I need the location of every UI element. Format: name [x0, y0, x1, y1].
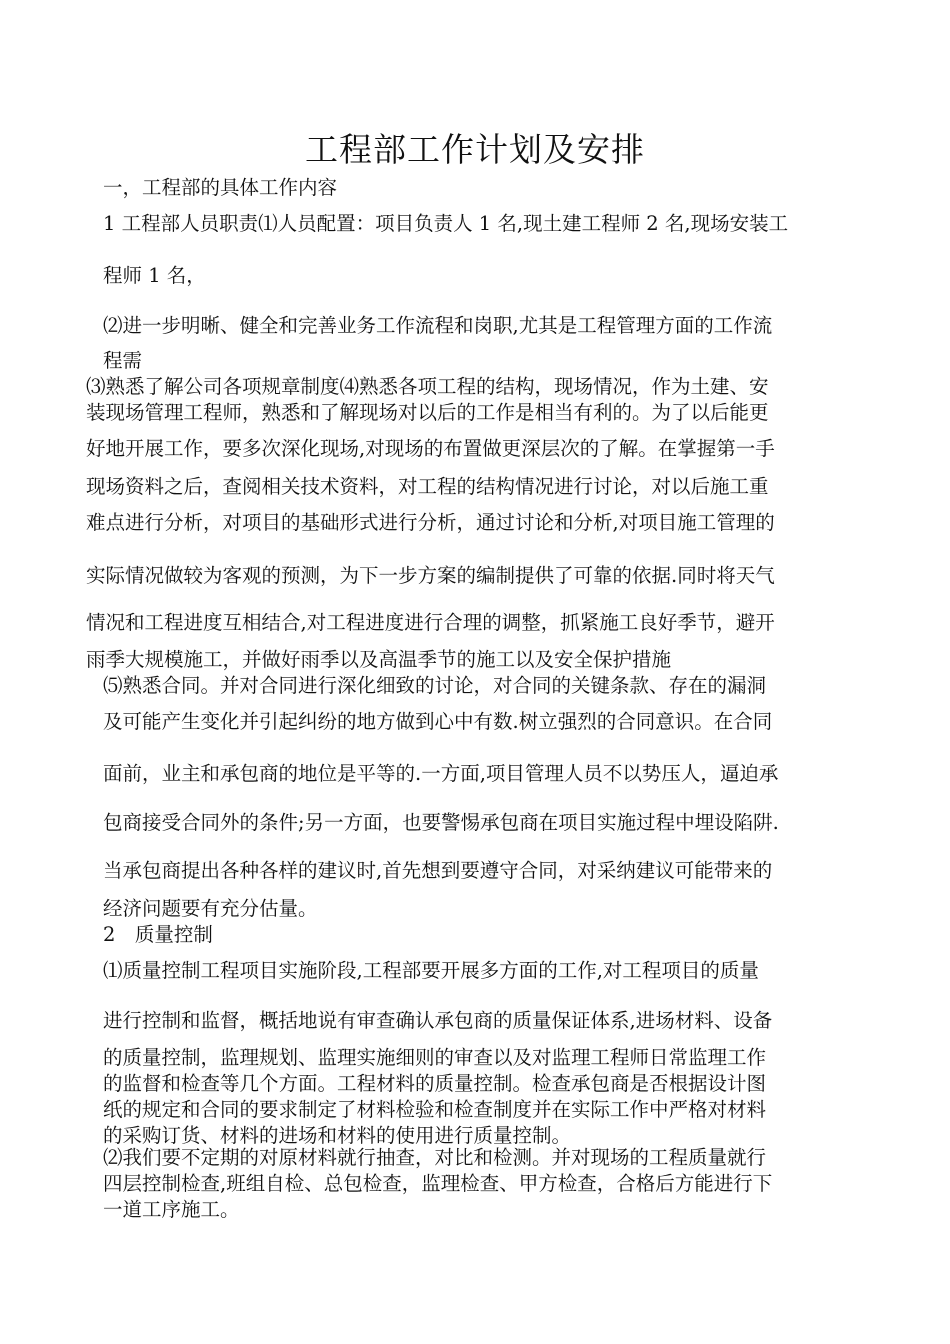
- paragraph-line: 情况和工程进度互相结合,对工程进度进行合理的调整，抓紧施工良好季节，避开: [86, 611, 775, 634]
- paragraph-line: ⑵进一步明晰、健全和完善业务工作流程和岗职,尤其是工程管理方面的工作流: [103, 314, 773, 337]
- paragraph-line: 装现场管理工程师，熟悉和了解现场对以后的工作是相当有利的。为了以后能更: [86, 401, 769, 424]
- paragraph-line: 雨季大规模施工，并做好雨季以及高温季节的施工以及安全保护措施: [86, 648, 672, 671]
- section-heading: 2 质量控制: [103, 923, 213, 946]
- paragraph-line: 1 工程部人员职责⑴人员配置：项目负责人 1 名,现土建工程师 2 名,现场安装工: [103, 212, 789, 235]
- paragraph-line: 包商接受合同外的条件;另一方面，也要警惕承包商在项目实施过程中埋设陷阱.: [103, 811, 779, 834]
- paragraph-line: ⑸熟悉合同。并对合同进行深化细致的讨论，对合同的关键条款、存在的漏洞: [103, 674, 767, 697]
- paragraph-line: 的监督和检查等几个方面。工程材料的质量控制。检查承包商是否根据设计图: [103, 1072, 767, 1095]
- paragraph-line: 当承包商提出各种各样的建议时,首先想到要遵守合同，对采纳建议可能带来的: [103, 859, 773, 882]
- section-heading: 一，工程部的具体工作内容: [103, 176, 338, 199]
- paragraph-line: 现场资料之后，查阅相关技术资料，对工程的结构情况进行讨论，对以后施工重: [86, 475, 769, 498]
- document-title: 工程部工作计划及安排: [305, 130, 645, 169]
- paragraph-line: ⑴质量控制工程项目实施阶段,工程部要开展多方面的工作,对工程项目的质量: [103, 959, 759, 982]
- paragraph-line: 程师 1 名，: [103, 264, 206, 287]
- paragraph-line: 面前，业主和承包商的地位是平等的.一方面,项目管理人员不以势压人，逼迫承: [103, 762, 779, 785]
- paragraph-line: 的采购订货、材料的进场和材料的使用进行质量控制。: [103, 1124, 572, 1147]
- paragraph-line: 的质量控制，监理规划、监理实施细则的审查以及对监理工程师日常监理工作: [103, 1046, 767, 1069]
- paragraph-line: 一道工序施工。: [103, 1198, 240, 1221]
- paragraph-line: 程需: [103, 349, 143, 372]
- paragraph-line: 及可能产生变化并引起纠纷的地方做到心中有数.树立强烈的合同意识。在合同: [103, 710, 773, 733]
- paragraph-line: 四层控制检查,班组自检、总包检查，监理检查、甲方检查，合格后方能进行下: [103, 1172, 773, 1195]
- paragraph-line: ⑵我们要不定期的对原材料就行抽查，对比和检测。并对现场的工程质量就行: [103, 1146, 767, 1169]
- paragraph-line: 进行控制和监督，概括地说有审查确认承包商的质量保证体系,进场材料、设备: [103, 1009, 773, 1032]
- paragraph-line: 难点进行分析，对项目的基础形式进行分析，通过讨论和分析,对项目施工管理的: [86, 511, 775, 534]
- paragraph-line: 纸的规定和合同的要求制定了材料检验和检查制度并在实际工作中严格对材料: [103, 1098, 767, 1121]
- paragraph-line: 实际情况做较为客观的预测，为下一步方案的编制提供了可靠的依据.同时将天气: [86, 564, 775, 587]
- paragraph-line: 好地开展工作，要多次深化现场,对现场的布置做更深层次的了解。在掌握第一手: [86, 437, 775, 460]
- paragraph-line: 经济问题要有充分估量。: [103, 897, 318, 920]
- paragraph-line: ⑶熟悉了解公司各项规章制度⑷熟悉各项工程的结构，现场情况，作为土建、安: [86, 375, 769, 398]
